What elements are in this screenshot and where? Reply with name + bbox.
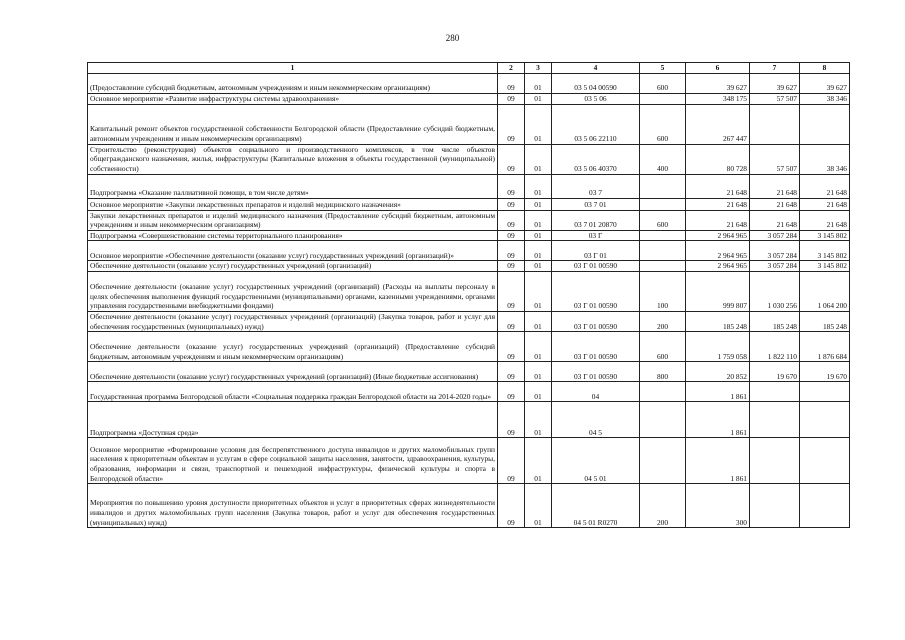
row-value-cell — [640, 402, 686, 438]
row-value-cell: 01 — [525, 382, 552, 402]
row-name-cell: Подпрограмма «Доступная среда» — [88, 402, 498, 438]
row-name-cell: Обеспечение деятельности (оказание услуг) государственных учреждений (организаций) — [88, 261, 498, 272]
table-row — [88, 104, 850, 144]
row-value-cell: 2 964 965 — [686, 241, 750, 261]
row-value-cell — [800, 438, 850, 484]
table-row — [88, 438, 850, 484]
row-value-cell: 21 648 — [750, 210, 800, 230]
row-name-cell: Обеспечение деятельности (оказание услуг) государственных учреждений (организаций) (Расходы на выплаты персоналу в целях обеспечения выполнения функций государственными (муниципальными) органами, казенными учреждениями, органами управления государственными внебюджетными фондами) — [88, 271, 498, 311]
row-value-cell: 3 145 802 — [800, 230, 850, 241]
table-row — [88, 484, 850, 528]
column-header: 7 — [750, 63, 800, 74]
row-value-cell: 57 507 — [750, 94, 800, 105]
row-value-cell: 200 — [640, 484, 686, 528]
table-row — [88, 241, 850, 261]
row-value-cell — [750, 382, 800, 402]
row-value-cell: 09 — [498, 261, 525, 272]
row-value-cell: 01 — [525, 210, 552, 230]
row-value-cell: 01 — [525, 94, 552, 105]
row-name-cell: Основное мероприятие «Развитие инфраструктуры системы здравоохранения» — [88, 94, 498, 105]
row-value-cell — [640, 382, 686, 402]
row-value-cell: 100 — [640, 271, 686, 311]
row-value-cell: 03 Г 01 00590 — [552, 332, 640, 362]
row-value-cell: 04 5 — [552, 402, 640, 438]
row-value-cell: 348 175 — [686, 94, 750, 105]
column-header: 8 — [800, 63, 850, 74]
row-value-cell: 1 861 — [686, 438, 750, 484]
row-value-cell: 57 507 — [750, 144, 800, 174]
row-value-cell: 09 — [498, 362, 525, 382]
table-row — [88, 174, 850, 198]
row-value-cell — [800, 402, 850, 438]
row-name-cell: Мероприятия по повышению уровня доступности приоритетных объектов и услуг в приоритетных сферах жизнедеятельности инвалидов и других маломобильных групп населения (Закупка товаров, работ и услуг для обеспечения государственных (муниципальных) нужд) — [88, 484, 498, 528]
row-value-cell: 1 759 058 — [686, 332, 750, 362]
row-value-cell: 3 145 802 — [800, 241, 850, 261]
row-value-cell: 09 — [498, 144, 525, 174]
row-value-cell: 09 — [498, 484, 525, 528]
row-value-cell: 09 — [498, 210, 525, 230]
row-value-cell: 01 — [525, 144, 552, 174]
row-value-cell: 400 — [640, 144, 686, 174]
row-value-cell: 800 — [640, 362, 686, 382]
row-value-cell: 01 — [525, 261, 552, 272]
table-row — [88, 271, 850, 311]
row-value-cell: 21 648 — [750, 174, 800, 198]
row-value-cell: 1 861 — [686, 382, 750, 402]
row-value-cell: 01 — [525, 241, 552, 261]
row-value-cell: 09 — [498, 271, 525, 311]
table-body — [88, 74, 850, 528]
row-value-cell: 3 057 284 — [750, 230, 800, 241]
row-name-cell: Подпрограмма «Оказание паллиативной помощи, в том числе детям» — [88, 174, 498, 198]
row-value-cell: 03 Г 01 00590 — [552, 271, 640, 311]
column-header: 1 — [88, 63, 498, 74]
row-value-cell: 03 5 06 40370 — [552, 144, 640, 174]
row-name-cell: Основное мероприятие «Формирование условия для беспрепятственного доступа инвалидов и других маломобильных групп населения к приоритетным объектам и услугам в сфере социальной защиты населения, занятости, здравоохранения, культуры, образования, информации и связи, транспортной и пешеходной инфраструктуры, физической культуры и спорта в Белгородской области» — [88, 438, 498, 484]
column-header: 6 — [686, 63, 750, 74]
row-value-cell: 80 728 — [686, 144, 750, 174]
row-value-cell: 09 — [498, 311, 525, 331]
table-row — [88, 402, 850, 438]
row-value-cell: 21 648 — [750, 198, 800, 210]
table-row — [88, 311, 850, 331]
row-name-cell: Закупки лекарственных препаратов и изделий медицинского назначения (Предоставление субсидий бюджетным, автономным учреждениям и иным некоммерческим организациям) — [88, 210, 498, 230]
row-value-cell: 21 648 — [800, 198, 850, 210]
row-name-cell: Строительство (реконструкция) объектов социального и производственного комплексов, в том числе объектов общегражданского назначения, жилья, инфраструктуры (Капитальные вложения в объекты государственной (муниципальной) собственности) — [88, 144, 498, 174]
table-row — [88, 362, 850, 382]
row-value-cell: 09 — [498, 174, 525, 198]
row-value-cell: 09 — [498, 382, 525, 402]
row-value-cell — [800, 484, 850, 528]
table-row — [88, 198, 850, 210]
row-value-cell: 09 — [498, 104, 525, 144]
table-row — [88, 332, 850, 362]
row-value-cell: 03 5 06 — [552, 94, 640, 105]
row-value-cell: 09 — [498, 438, 525, 484]
row-value-cell: 1 876 684 — [800, 332, 850, 362]
row-name-cell: Подпрограмма «Совершенствование системы территориального планирования» — [88, 230, 498, 241]
row-value-cell: 38 346 — [800, 94, 850, 105]
row-value-cell — [640, 198, 686, 210]
row-value-cell: 01 — [525, 311, 552, 331]
row-value-cell: 200 — [640, 311, 686, 331]
row-value-cell — [640, 261, 686, 272]
row-value-cell: 267 447 — [686, 104, 750, 144]
row-value-cell — [750, 104, 800, 144]
row-value-cell: 19 670 — [750, 362, 800, 382]
row-value-cell: 01 — [525, 104, 552, 144]
row-value-cell — [750, 484, 800, 528]
table-row — [88, 94, 850, 105]
table-row — [88, 261, 850, 272]
row-value-cell: 09 — [498, 94, 525, 105]
row-value-cell — [800, 104, 850, 144]
row-value-cell: 03 5 06 22110 — [552, 104, 640, 144]
row-value-cell: 03 Г — [552, 230, 640, 241]
row-value-cell: 01 — [525, 198, 552, 210]
row-value-cell: 185 248 — [750, 311, 800, 331]
row-value-cell: 185 248 — [800, 311, 850, 331]
row-value-cell — [800, 382, 850, 402]
row-value-cell: 999 807 — [686, 271, 750, 311]
row-value-cell: 1 030 256 — [750, 271, 800, 311]
row-value-cell: 09 — [498, 230, 525, 241]
row-value-cell: 600 — [640, 210, 686, 230]
row-value-cell — [640, 174, 686, 198]
row-value-cell: 01 — [525, 332, 552, 362]
row-value-cell: 03 5 04 00590 — [552, 74, 640, 94]
row-value-cell: 09 — [498, 74, 525, 94]
row-value-cell: 03 Г 01 00590 — [552, 362, 640, 382]
header-row — [88, 63, 850, 74]
row-value-cell: 2 964 965 — [686, 230, 750, 241]
budget-table — [87, 62, 850, 528]
row-value-cell: 21 648 — [686, 198, 750, 210]
row-name-cell: Обеспечение деятельности (оказание услуг) государственных учреждений (организаций) (Закупка товаров, работ и услуг для обеспечения государственных (муниципальных) нужд) — [88, 311, 498, 331]
table-row — [88, 74, 850, 94]
row-value-cell: 21 648 — [800, 174, 850, 198]
row-value-cell: 39 627 — [750, 74, 800, 94]
row-value-cell: 01 — [525, 362, 552, 382]
row-name-cell: Государственная программа Белгородской области «Социальная поддержка граждан Белгородской области на 2014-2020 годы» — [88, 382, 498, 402]
row-value-cell: 04 5 01 — [552, 438, 640, 484]
row-value-cell: 21 648 — [686, 174, 750, 198]
row-name-cell: Обеспечение деятельности (оказание услуг) государственных учреждений (организаций) (Иные бюджетные ассигнования) — [88, 362, 498, 382]
row-value-cell: 20 852 — [686, 362, 750, 382]
row-value-cell: 39 627 — [686, 74, 750, 94]
row-value-cell: 03 Г 01 00590 — [552, 311, 640, 331]
row-value-cell: 09 — [498, 198, 525, 210]
row-value-cell: 09 — [498, 332, 525, 362]
row-value-cell: 01 — [525, 402, 552, 438]
column-header: 5 — [640, 63, 686, 74]
row-name-cell: Обеспечение деятельности (оказание услуг) государственных учреждений (организаций) (Предоставление субсидий бюджетным, автономным учреждениям и иным некоммерческим организациям) — [88, 332, 498, 362]
row-value-cell: 600 — [640, 74, 686, 94]
column-header: 3 — [525, 63, 552, 74]
row-value-cell: 01 — [525, 74, 552, 94]
row-value-cell — [750, 438, 800, 484]
row-name-cell: (Предоставление субсидий бюджетным, автономным учреждениям и иным некоммерческим организациям) — [88, 74, 498, 94]
row-value-cell: 01 — [525, 271, 552, 311]
row-value-cell: 04 — [552, 382, 640, 402]
row-name-cell: Основное мероприятие «Обеспечение деятельности (оказание услуг) государственных учреждений (организаций)» — [88, 241, 498, 261]
row-value-cell — [640, 94, 686, 105]
row-value-cell: 600 — [640, 332, 686, 362]
row-name-cell: Основное мероприятие «Закупки лекарственных препаратов и изделий медицинского назначения» — [88, 198, 498, 210]
row-value-cell: 01 — [525, 230, 552, 241]
row-value-cell — [750, 402, 800, 438]
row-value-cell: 600 — [640, 104, 686, 144]
row-value-cell: 09 — [498, 402, 525, 438]
row-name-cell: Капитальный ремонт объектов государственной собственности Белгородской области (Предоставление субсидий бюджетным, автономным учреждениям и иным некоммерческим организациям) — [88, 104, 498, 144]
row-value-cell: 38 346 — [800, 144, 850, 174]
row-value-cell: 03 7 01 20870 — [552, 210, 640, 230]
row-value-cell — [640, 438, 686, 484]
row-value-cell: 19 670 — [800, 362, 850, 382]
row-value-cell: 03 7 01 — [552, 198, 640, 210]
page-number: 280 — [445, 33, 460, 43]
row-value-cell: 04 5 01 R0270 — [552, 484, 640, 528]
table-row — [88, 144, 850, 174]
row-value-cell: 185 248 — [686, 311, 750, 331]
row-value-cell: 03 Г 01 00590 — [552, 261, 640, 272]
column-header: 4 — [552, 63, 640, 74]
row-value-cell: 3 057 284 — [750, 241, 800, 261]
row-value-cell: 21 648 — [800, 210, 850, 230]
row-value-cell — [640, 241, 686, 261]
row-value-cell: 03 7 — [552, 174, 640, 198]
column-header: 2 — [498, 63, 525, 74]
table-row — [88, 210, 850, 230]
row-value-cell: 2 964 965 — [686, 261, 750, 272]
table-row — [88, 382, 850, 402]
row-value-cell: 01 — [525, 484, 552, 528]
row-value-cell: 01 — [525, 438, 552, 484]
row-value-cell: 1 861 — [686, 402, 750, 438]
table-row — [88, 230, 850, 241]
row-value-cell — [640, 230, 686, 241]
row-value-cell: 03 Г 01 — [552, 241, 640, 261]
row-value-cell: 39 627 — [800, 74, 850, 94]
row-value-cell: 1 064 200 — [800, 271, 850, 311]
row-value-cell: 21 648 — [686, 210, 750, 230]
row-value-cell: 1 822 110 — [750, 332, 800, 362]
row-value-cell: 09 — [498, 241, 525, 261]
row-value-cell: 3 057 284 — [750, 261, 800, 272]
row-value-cell: 300 — [686, 484, 750, 528]
row-value-cell: 3 145 802 — [800, 261, 850, 272]
row-value-cell: 01 — [525, 174, 552, 198]
